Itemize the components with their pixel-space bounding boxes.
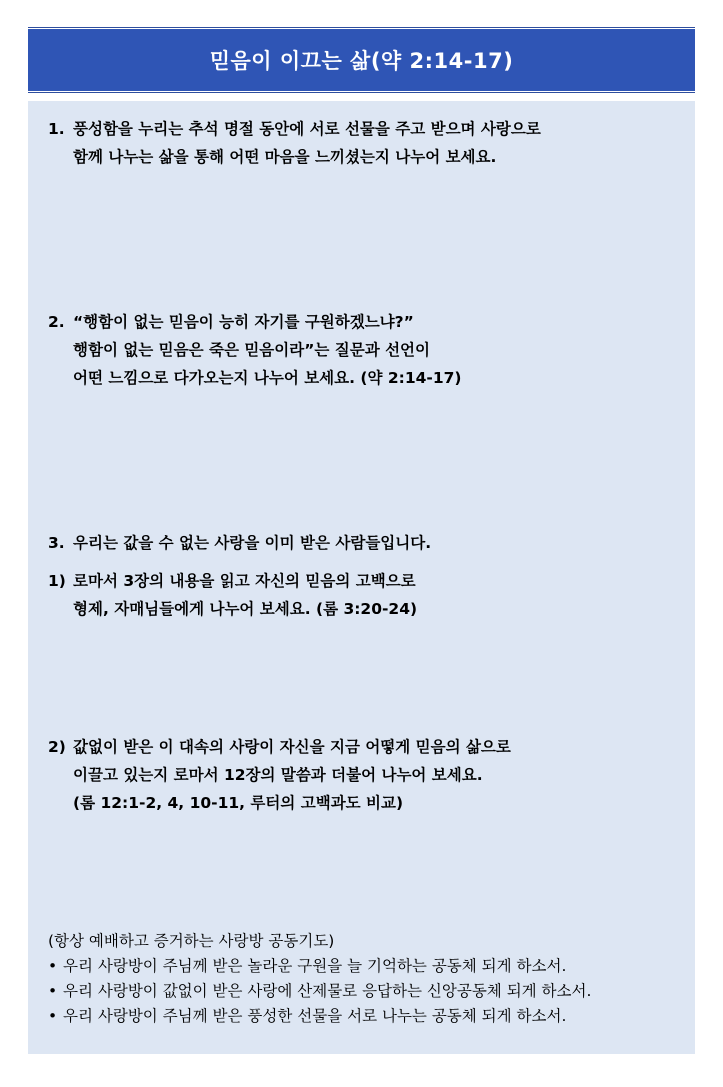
bullet-icon: •	[48, 982, 58, 1000]
question-line: 행함이 없는 믿음은 죽은 믿음이라”는 질문과 선언이	[73, 341, 430, 359]
prayer-item	[48, 954, 591, 979]
prayer-heading: (항상 예배하고 증거하는 사랑방 공동기도)	[48, 932, 335, 950]
title-banner	[28, 27, 695, 93]
question-3	[48, 529, 431, 557]
question-line: “행함이 없는 믿음이 능히 자기를 구원하겠느냐?”	[73, 313, 414, 331]
question-line: 값없이 받은 이 대속의 사랑이 자신을 지금 어떻게 믿음의 삶으로	[73, 738, 511, 756]
page-title: 믿음이 이끄는 삶(약 2:14-17)	[28, 29, 695, 91]
question-number: 2.	[48, 313, 65, 331]
prayer-item-text: 우리 사랑방이 주님께 받은 놀라운 구원을 늘 기억하는 공동체 되게 하소서.	[63, 957, 567, 975]
prayer-item-text: 우리 사랑방이 주님께 받은 풍성한 선물을 서로 나누는 공동체 되게 하소서.	[63, 1007, 567, 1025]
question-line: 이끌고 있는지 로마서 12장의 말씀과 더불어 나누어 보세요.	[73, 766, 483, 784]
prayer-item	[48, 979, 591, 1004]
content-panel	[28, 101, 695, 1054]
question-line: 함께 나누는 삶을 통해 어떤 마음을 느끼셨는지 나누어 보세요.	[73, 148, 497, 166]
question-line: 어떤 느낌으로 다가오는지 나누어 보세요. (약 2:14-17)	[73, 369, 462, 387]
question-line: 우리는 값을 수 없는 사랑을 이미 받은 사람들입니다.	[73, 534, 432, 552]
bullet-icon: •	[48, 957, 58, 975]
prayer-item-text: 우리 사랑방이 값없이 받은 사랑에 산제물로 응답하는 신앙공동체 되게 하소서.	[63, 982, 592, 1000]
bullet-icon: •	[48, 1007, 58, 1025]
question-number: 1.	[48, 120, 65, 138]
prayer-item	[48, 1004, 591, 1029]
question-number: 1)	[48, 572, 66, 590]
question-number: 2)	[48, 738, 66, 756]
sub-question-2	[48, 733, 511, 817]
sub-question-1	[48, 567, 417, 623]
question-line: 로마서 3장의 내용을 읽고 자신의 믿음의 고백으로	[73, 572, 416, 590]
question-line: (롬 12:1-2, 4, 10-11, 루터의 고백과도 비교)	[73, 794, 404, 812]
question-1	[48, 115, 541, 171]
question-line: 풍성함을 누리는 추석 명절 동안에 서로 선물을 주고 받으며 사랑으로	[73, 120, 541, 138]
question-line: 형제, 자매님들에게 나누어 보세요. (롬 3:20-24)	[73, 600, 418, 618]
question-2	[48, 308, 462, 392]
question-number: 3.	[48, 534, 65, 552]
common-prayer	[48, 929, 591, 1029]
